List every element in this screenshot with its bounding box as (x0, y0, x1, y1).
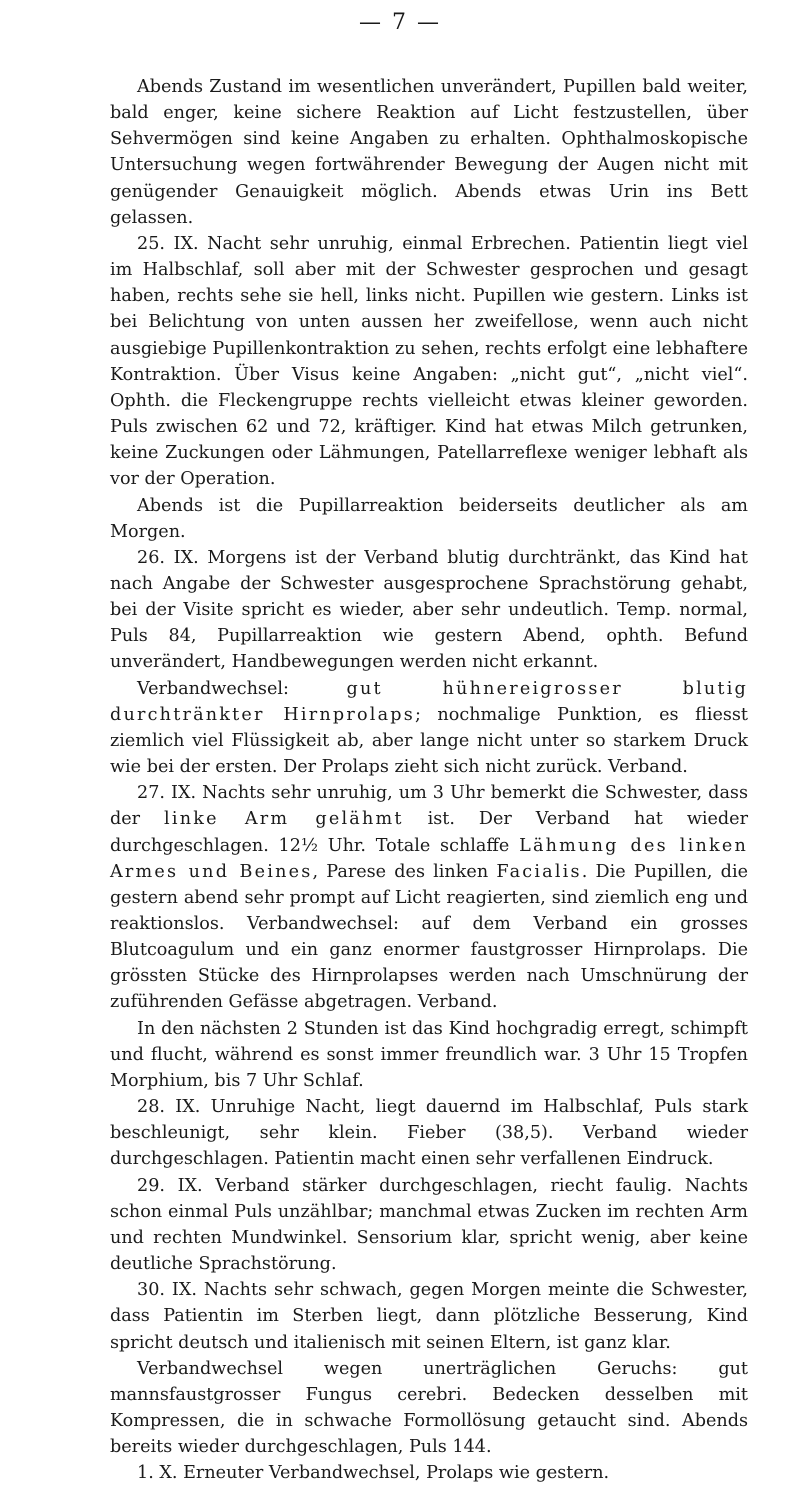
paragraph: 30. IX. Nachts sehr schwach, gegen Morgen meinte die Schwester, dass Patientin im Sterben liegt, dann plötzliche Besserung, Kind spricht deutsch und italienisch mit seinen Eltern, ist ganz klar. (110, 1280, 748, 1353)
text-run: ist. Der Verband hat wieder durchgeschlagen. 12½ Uhr. Totale schlaffe (110, 809, 749, 856)
paragraph: 26. IX. Morgens ist der Verband blutig durchtränkt, das Kind hat nach Angabe der Schwester ausgesprochene Sprachstörung gehabt, bei der Visite spricht es wieder, aber sehr undeutlich. Temp. normal, Puls 84, Pupillarreaktion wie gestern Abend, ophth. Befund unverändert, Handbewegungen werden nicht erkannt. (110, 547, 748, 673)
spaced-emphasis: Lähmung des linken Armes und Beines (110, 835, 748, 882)
paragraph (110, 676, 748, 781)
text-run: ; nochmalige Punktion, es fliesst ziemlich viel Flüssigkeit ab, aber lange nicht unter so starkem Druck wie bei der ersten. Der Prolaps zieht sich nicht zurück. Verband. (110, 704, 748, 778)
paragraph: Abends Zustand im wesentlichen unverändert, Pupillen bald weiter, bald enger, keine sichere Reaktion auf Licht festzustellen, über Sehvermögen sind keine Angaben zu erhalten. Ophthalmoskopische Untersuchung wegen fortwährender Bewegung der Augen nicht mit genügender Genauigkeit möglich. Abends etwas Urin ins Bett gelassen. (110, 77, 748, 228)
paragraph: Verbandwechsel wegen unerträglichen Geruchs: gut mannsfaustgrosser Fungus cerebri. Bedecken desselben mit Kompressen, die in schwache Formollösung getaucht sind. Abends bereits wieder durchgeschlagen, Puls 144. (110, 1358, 748, 1458)
paragraph: Abends ist die Pupillarreaktion beiderseits deutlicher als am Morgen. (110, 495, 748, 542)
paragraph: 25. IX. Nacht sehr unruhig, einmal Erbrechen. Patientin liegt viel im Halbschlaf, soll aber mit der Schwester gesprochen und gesagt haben, rechts sehe sie hell, links nicht. Pupillen wie gestern. Links ist bei Belichtung von unten aussen her zweifellose, wenn auch nicht ausgiebige Pupillenkontraktion zu sehen, rechts erfolgt eine lebhaftere Kontraktion. Über Visus keine Angaben: „nicht gut“, „nicht viel“. Ophth. die Fleckengruppe rechts vielleicht etwas kleiner geworden. Puls zwischen 62 und 72, kräftiger. Kind hat etwas Milch getrunken, keine Zuckungen oder Lähmungen, Patellarreflexe weniger lebhaft als vor der Operation. (110, 233, 748, 490)
page-number: — 7 — (359, 10, 441, 35)
spaced-emphasis: Facialis (496, 861, 582, 882)
spaced-emphasis: gut hühnereigrosser blutig durchtränkter Hirnprolaps (110, 678, 748, 725)
text-run: 27. IX. Nachts sehr unruhig, um 3 Uhr bemerkt die Schwester, dass der (110, 783, 748, 830)
paragraph (110, 780, 748, 1015)
body-text (110, 74, 748, 1486)
text-run: Verbandwechsel: (137, 678, 347, 699)
paragraph: 29. IX. Verband stärker durchgeschlagen, riecht faulig. Nachts schon einmal Puls unzählbar; manchmal etwas Zucken im rechten Arm und rechten Mundwinkel. Sensorium klar, spricht wenig, aber keine deutliche Sprachstörung. (110, 1175, 748, 1275)
spaced-emphasis: linke Arm gelähmt (164, 809, 404, 830)
paragraph: 1. X. Erneuter Verbandwechsel, Prolaps wie gestern. (137, 1463, 610, 1484)
paragraph: 28. IX. Unruhige Nacht, liegt dauernd im Halbschlaf, Puls stark beschleunigt, sehr klein. Fieber (38,5). Verband wieder durchgeschlagen. Patientin macht einen sehr verfallenen Eindruck. (110, 1097, 748, 1170)
text-run: , Parese des linken (312, 861, 497, 882)
text-run: . Die Pupillen, die gestern abend sehr prompt auf Licht reagierten, sind ziemlich eng und reaktionslos. Verbandwechsel: auf dem Verband ein grosses Blutcoagulum und ein ganz enormer faustgrosser Hirnprolaps. Die grössten Stücke des Hirnprolapses werden nach Umschnürung der zuführenden Gefässe abgetragen. Verband. (110, 861, 748, 1013)
paragraph: In den nächsten 2 Stunden ist das Kind hochgradig erregt, schimpft und flucht, während es sonst immer freundlich war. 3 Uhr 15 Tropfen Morphium, bis 7 Uhr Schlaf. (110, 1018, 748, 1091)
